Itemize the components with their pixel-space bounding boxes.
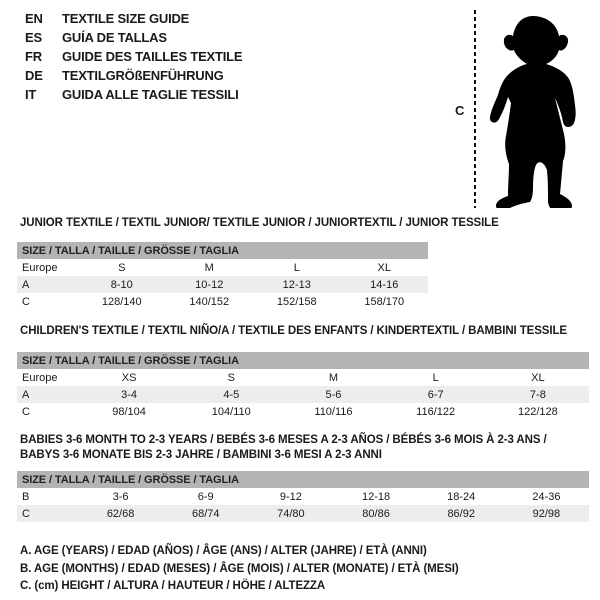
table-cell: 152/158 bbox=[276, 295, 317, 308]
size-header-bar: SIZE / TALLA / TAILLE / GRÖSSE / TAGLIA bbox=[17, 471, 589, 488]
table-cell: 9-12 bbox=[279, 490, 302, 503]
children-size-table bbox=[17, 352, 589, 420]
table-cell: 7-8 bbox=[487, 386, 589, 403]
babies-size-table bbox=[17, 471, 589, 522]
table-cell: 8-10 bbox=[78, 276, 166, 293]
table-row bbox=[17, 293, 428, 310]
language-title: TEXTILGRÖßENFÜHRUNG bbox=[62, 68, 224, 83]
junior-size-section bbox=[0, 213, 600, 310]
table-cell: 12-13 bbox=[253, 276, 341, 293]
table-cell: 24-36 bbox=[532, 490, 561, 503]
language-title: GUÍA DE TALLAS bbox=[62, 30, 167, 45]
table-cell: M bbox=[328, 371, 339, 384]
junior-section-title: JUNIOR TEXTILE / TEXTIL JUNIOR/ TEXTILE JUNIOR / JUNIORTEXTIL / JUNIOR TESSILE bbox=[20, 217, 499, 229]
language-row bbox=[25, 9, 242, 28]
table-cell: XS bbox=[121, 371, 137, 384]
row-label-cell: A bbox=[17, 276, 78, 293]
table-cell: 128/140 bbox=[101, 295, 142, 308]
table-cell: 92/98 bbox=[504, 505, 589, 522]
footnote-height-cm: C. (cm) HEIGHT / ALTURA / HAUTEUR / HÖHE / ALTEZZA bbox=[20, 580, 326, 592]
language-code: DE bbox=[25, 68, 43, 83]
language-row bbox=[25, 47, 242, 66]
language-title: GUIDA ALLE TAGLIE TESSILI bbox=[62, 87, 239, 102]
table-row bbox=[17, 488, 589, 505]
language-row bbox=[25, 85, 242, 104]
table-cell: 86/92 bbox=[419, 505, 504, 522]
row-label-cell: C bbox=[22, 405, 30, 418]
toddler-silhouette-image bbox=[484, 8, 588, 208]
row-label-cell: B bbox=[22, 490, 30, 503]
height-measure-line bbox=[474, 10, 476, 208]
table-cell: 80/86 bbox=[333, 505, 418, 522]
row-label-cell: A bbox=[17, 386, 78, 403]
table-cell: L bbox=[293, 261, 300, 274]
footnote-age-months: B. AGE (MONTHS) / EDAD (MESES) / ÂGE (MOIS) / ALTER (MONATE) / ETÀ (MESI) bbox=[20, 562, 459, 575]
babies-section-title: BABIES 3-6 MONTH TO 2-3 YEARS / BEBÉS 3-6 MESES A 2-3 AÑOS / BÉBÉS 3-6 MOIS À 2-3 ANS / BABYS 3-6 MONATE BIS 2-3 JAHRE / BAMBINI 3-6 MESI A 2-3 ANNI bbox=[20, 434, 547, 461]
header-section bbox=[0, 0, 600, 213]
language-code: FR bbox=[25, 49, 42, 64]
language-code: ES bbox=[25, 30, 42, 45]
row-label-cell: C bbox=[22, 295, 30, 308]
babies-size-section bbox=[0, 420, 600, 522]
table-row bbox=[17, 369, 589, 386]
table-header-row bbox=[17, 471, 589, 488]
height-measure-label: C bbox=[455, 103, 465, 118]
table-cell: 122/128 bbox=[517, 405, 558, 418]
table-cell: 3-4 bbox=[78, 386, 180, 403]
row-label-cell: C bbox=[17, 505, 78, 522]
table-cell: S bbox=[118, 261, 126, 274]
table-cell: XL bbox=[531, 371, 545, 384]
language-code: IT bbox=[25, 87, 37, 102]
language-title: TEXTILE SIZE GUIDE bbox=[62, 11, 190, 26]
table-cell: 116/122 bbox=[416, 405, 456, 418]
table-cell: 104/110 bbox=[211, 405, 251, 418]
language-row bbox=[25, 28, 242, 47]
table-header-row bbox=[17, 352, 589, 369]
table-row bbox=[17, 259, 428, 276]
table-cell: 5-6 bbox=[282, 386, 384, 403]
table-cell: L bbox=[432, 371, 439, 384]
table-cell: 10-12 bbox=[166, 276, 254, 293]
table-row bbox=[17, 276, 428, 293]
row-label-cell: Europe bbox=[22, 371, 58, 384]
table-cell: 18-24 bbox=[447, 490, 476, 503]
table-cell: 62/68 bbox=[78, 505, 163, 522]
table-cell: 98/104 bbox=[112, 405, 146, 418]
footnotes-section bbox=[20, 543, 600, 596]
table-cell: 14-16 bbox=[341, 276, 429, 293]
table-cell: 68/74 bbox=[163, 505, 248, 522]
table-row bbox=[17, 386, 589, 403]
table-cell: 4-5 bbox=[180, 386, 282, 403]
table-cell: 74/80 bbox=[248, 505, 333, 522]
size-header-bar: SIZE / TALLA / TAILLE / GRÖSSE / TAGLIA bbox=[17, 242, 428, 259]
language-title: GUIDE DES TAILLES TEXTILE bbox=[62, 49, 243, 64]
table-row bbox=[17, 505, 589, 522]
table-header-row bbox=[17, 242, 428, 259]
table-cell: 6-9 bbox=[197, 490, 214, 503]
language-row bbox=[25, 66, 242, 85]
table-cell: 158/170 bbox=[364, 295, 405, 308]
footnote-age-years: A. AGE (YEARS) / EDAD (AÑOS) / ÂGE (ANS) / ALTER (JAHRE) / ETÀ (ANNI) bbox=[20, 545, 427, 557]
table-cell: 140/152 bbox=[189, 295, 230, 308]
table-cell: 6-7 bbox=[385, 386, 487, 403]
table-cell: 3-6 bbox=[112, 490, 129, 503]
table-cell: 110/116 bbox=[314, 405, 353, 418]
children-size-section bbox=[0, 310, 600, 420]
table-row bbox=[17, 403, 589, 420]
table-cell: S bbox=[227, 371, 235, 384]
language-code: EN bbox=[25, 11, 43, 26]
table-cell: XL bbox=[377, 261, 391, 274]
table-cell: M bbox=[204, 261, 214, 274]
row-label-cell: Europe bbox=[22, 261, 58, 274]
table-cell: 12-18 bbox=[361, 490, 391, 503]
junior-size-table bbox=[17, 242, 428, 310]
size-header-bar: SIZE / TALLA / TAILLE / GRÖSSE / TAGLIA bbox=[17, 352, 589, 369]
language-list bbox=[25, 9, 242, 104]
children-section-title: CHILDREN'S TEXTILE / TEXTIL NIÑO/A / TEXTILE DES ENFANTS / KINDERTEXTIL / BAMBINI TESSILE bbox=[20, 325, 567, 337]
